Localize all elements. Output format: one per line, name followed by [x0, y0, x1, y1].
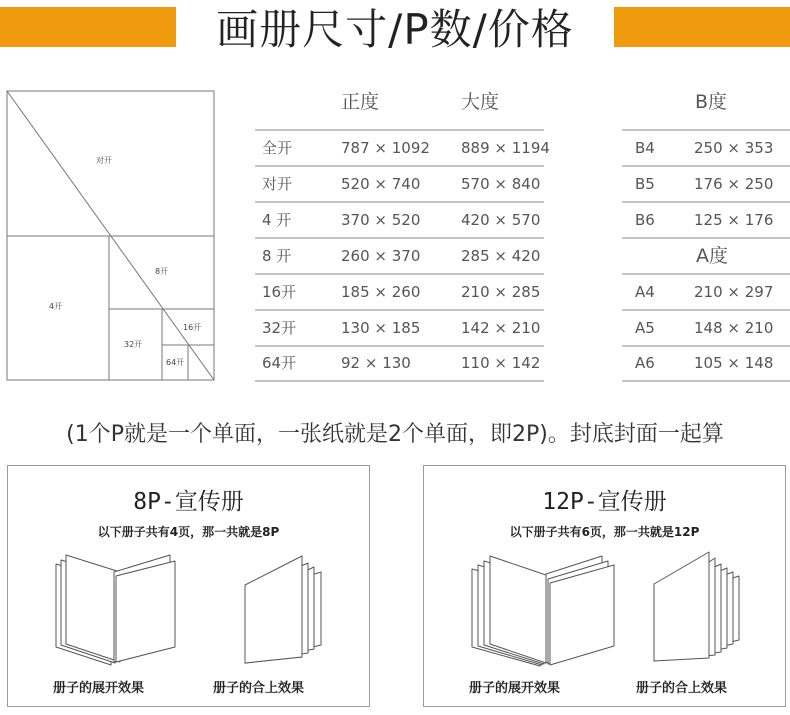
size-row-name: 4 开: [262, 211, 292, 229]
b-row-size: 250 × 353: [694, 139, 774, 157]
open-caption: 册子的展开效果: [469, 681, 561, 696]
panel-subtitle: 以下册子共有4页，那一共就是8P: [97, 525, 280, 539]
panel-title: 12P-宣传册: [542, 489, 667, 515]
diagram-label-4kai: 4开: [49, 302, 63, 311]
diagram-label-64kai: 64开: [166, 358, 185, 367]
a-row-size: 210 × 297: [694, 283, 774, 301]
b-row-name: B5: [635, 175, 655, 193]
size-row-zhengdu: 260 × 370: [341, 247, 421, 265]
size-row-dadu: 142 × 210: [461, 319, 541, 337]
panel-subtitle: 以下册子共有6页，那一共就是12P: [509, 525, 700, 539]
b-row-size: 176 × 250: [694, 175, 774, 193]
size-table-header-zhengdu: 正度: [341, 91, 380, 113]
closed-caption: 册子的合上效果: [636, 681, 728, 696]
size-row-name: 对开: [262, 175, 293, 193]
a-row-size: 148 × 210: [694, 319, 774, 337]
closed-caption: 册子的合上效果: [213, 681, 305, 696]
diagram-label-32kai: 32开: [124, 340, 143, 349]
diagram-label-16kai: 16开: [183, 323, 202, 332]
diagram-label-duikai: 对开: [96, 156, 112, 165]
size-row-zhengdu: 130 × 185: [341, 319, 421, 337]
b-row-size: 125 × 176: [694, 211, 774, 229]
closed-booklet-illustration: [8, 466, 369, 706]
diagram-label-8kai: 8开: [155, 267, 169, 276]
panel-title: 8P-宣传册: [133, 489, 244, 515]
size-row-dadu: 420 × 570: [461, 211, 541, 229]
closed-booklet-illustration: [424, 466, 785, 706]
size-row-dadu: 570 × 840: [461, 175, 541, 193]
a-row-size: 105 × 148: [694, 354, 774, 372]
size-row-zhengdu: 370 × 520: [341, 211, 421, 229]
size-row-dadu: 110 × 142: [461, 354, 541, 372]
a-row-name: A6: [635, 354, 655, 372]
page-title: 画册尺寸/P数/价格: [216, 5, 574, 54]
size-row-zhengdu: 92 × 130: [341, 354, 411, 372]
size-row-name: 64开: [262, 354, 297, 372]
size-row-name: 8 开: [262, 247, 292, 265]
open-caption: 册子的展开效果: [53, 681, 145, 696]
size-row-zhengdu: 185 × 260: [341, 283, 421, 301]
size-row-name: 16开: [262, 283, 297, 301]
b-size-header: B度: [695, 91, 728, 113]
brochure-panel-12p: [423, 465, 786, 707]
a-row-name: A4: [635, 283, 655, 301]
size-row-zhengdu: 787 × 1092: [341, 139, 430, 157]
size-row-dadu: 210 × 285: [461, 283, 541, 301]
size-table-header-dadu: 大度: [461, 91, 500, 113]
a-size-header: A度: [696, 245, 728, 267]
size-row-name: 全开: [262, 139, 293, 157]
b-row-name: B6: [635, 211, 655, 229]
b-row-name: B4: [635, 139, 655, 157]
size-row-zhengdu: 520 × 740: [341, 175, 421, 193]
brochure-panel-8p: [7, 465, 370, 707]
size-row-dadu: 889 × 1194: [461, 139, 550, 157]
page-note: (1个P就是一个单面，一张纸就是2个单面，即2P)。封底封面一起算: [66, 422, 724, 447]
size-row-dadu: 285 × 420: [461, 247, 541, 265]
a-row-name: A5: [635, 319, 655, 337]
size-row-name: 32开: [262, 319, 297, 337]
